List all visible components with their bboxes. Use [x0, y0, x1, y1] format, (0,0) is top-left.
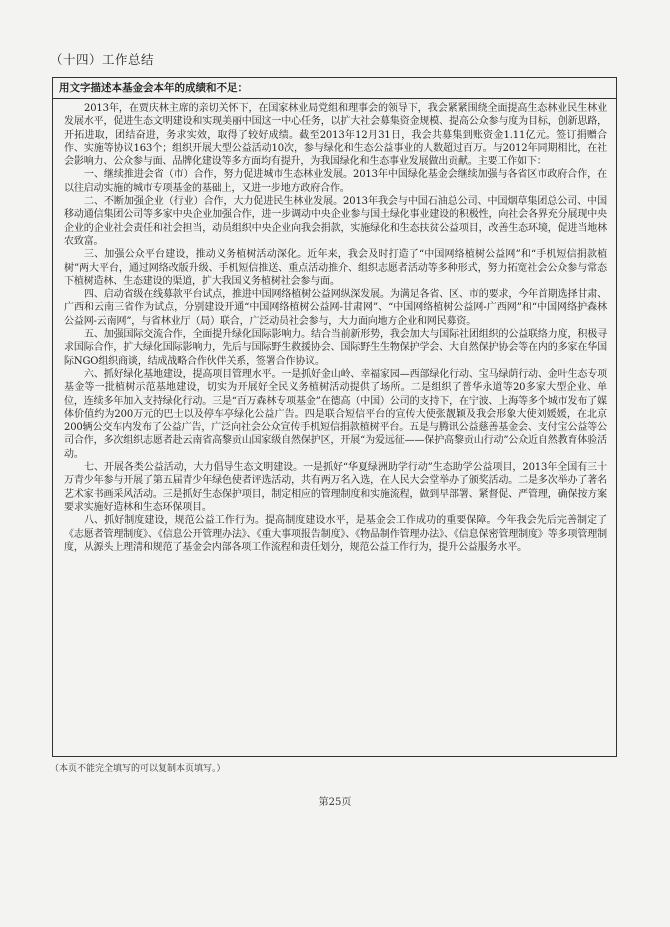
box-header: 用文字描述本基金会本年的成绩和不足： [53, 78, 616, 99]
summary-paragraph-6: 六、抓好绿化基地建设，提高项目管理水平。一是抓好金山岭、幸福家园—西部绿化行动、宝马绿荫行动、金叶生态专项基金等一批植树示范基地建设，切实为开展好全民义务植树活动提供了场所。二是组织了普华永道等20多家大型企业、单位，连续多年加入支持绿化行动。三是“百万森林专项基金”在德高（中国）公司的支持下，在宁波、上海等多个城市发布了媒体价值约为200万元的巴士以及停车亭绿化公益广告。四是联合短信平台的宣传大使张靓颖及我会形象大使刘媛媛，在北京200辆公交车内发布了公益广告，广泛向社会公众宣传手机短信捐款植树平台。五是与腾讯公益慈善基金会、支付宝公益等公司合作，多次组织志愿者赴云南省高黎贡山国家级自然保护区，开展“为爱远征——保护高黎贡山行动”公众近自然教育体验活动。 [64, 368, 607, 460]
summary-paragraph-8: 八、抓好制度建设，规范公益工作行为。提高制度建设水平，是基金会工作成功的重要保障。今年我会先后完善制定了《志愿者管理制度》、《信息公开管理办法》、《重大事项报告制度》、《物品制作管理办法》、《信息保密管理制度》等多项管理制度，从源头上理清和规范了基金会内部各项工作流程和责任划分，规范公益工作行为，提升公益服务水平。 [64, 515, 607, 553]
footnote: （本页不能完全填写的可以复制本页填写。） [50, 764, 226, 774]
summary-body [53, 99, 616, 752]
summary-paragraph-5: 五、加强国际交流合作，全面提升绿化国际影响力。结合当前新形势，我会加大与国际社团组织的公益联络力度，积极寻求国际合作，扩大绿化国际影响力，先后与国际野生救援协会、国际野生生物保护学会、大自然保护协会等在内的多家在华国际NGO组织商谈，结成战略合作伙伴关系，签署合作协议。 [64, 329, 607, 367]
summary-paragraph-intro: 2013年，在贾庆林主席的亲切关怀下，在国家林业局党组和理事会的领导下，我会紧紧围绕全面提高生态林业民生林业发展水平，促进生态文明建设和实现美丽中国这一中心任务，以扩大社会募集资金规模、提高公众参与度为目标，创新思路，开拓进取，团结奋进，务求实效，取得了较好成绩。截至2013年12月31日，我会共募集到账资金1.11亿元。签订捐赠合作、实施等协议163个；组织开展大型公益活动10次，参与绿化和生态公益事业的人数超过百万。与2012年同期相比，在社会影响力、公众参与面、品牌化建设等多方面均有提升，为我国绿化和生态事业发展做出贡献。主要工作如下： [64, 103, 607, 168]
work-summary-box [52, 77, 617, 757]
section-title: （十四）工作总结 [50, 52, 155, 67]
summary-paragraph-3: 三、加强公众平台建设，推动义务植树活动深化。近年来，我会及时打造了“中国网络植树公益网”和“手机短信捐款植树”两大平台，通过网络改版升级、手机短信推送、重点活动推介、组织志愿者活动等多种形式，努力拓宽社会公众参与常态下植树造林、生态建设的渠道，扩大我国义务植树社会参与面。 [64, 249, 607, 287]
summary-paragraph-7: 七、开展各类公益活动，大力倡导生态文明建设。一是抓好“华夏绿洲助学行动”生态助学公益项目，2013年全国有三十万青少年参与开展了第五届青少年绿色使者评选活动，共有两万名入选，在人民大会堂举办了颁奖活动。二是多次举办了著名艺术家书画采风活动。三是抓好生态保护项目，制定相应的管理制度和实施流程，做到早部署、紧督促、严管理，确保按方案要求实施好造林和生态环保项目。 [64, 462, 607, 513]
page-number: 第25页 [318, 797, 352, 808]
summary-paragraph-1: 一、继续推进会省（市）合作，努力促进城市生态林业发展。2013年中国绿化基金会继续加强与各省区市政府合作，在以往启动实施的城市专项基金的基础上，又进一步地方政府合作。 [64, 169, 607, 194]
summary-paragraph-2: 二、不断加强企业（行业）合作，大力促进民生林业发展。2013年我会与中国石油总公司、中国烟草集团总公司、中国移动通信集团公司等多家中央企业加强合作，进一步调动中央企业参与国土绿化事业建设的积极性，向社会各界充分展现中央企业的企业社会责任和社会担当，动员组织中央企业向我会捐款，实施绿化和生态扶贫公益项目，改善生态环境，促进当地林农致富。 [64, 196, 607, 247]
summary-paragraph-4: 四、启动省级在线募款平台试点，推进中国网络植树公益网纵深发展。为满足各省、区、市的要求，今年首期选择甘肃、广西和云南三省作为试点，分别建设开通“中国网络植树公益网-甘肃网”、“中国网络植树公益网-广西网”和“中国网络护森林公益网-云南网”，与省林业厅（局）联合，广泛动员社会参与，大力面向地方企业和网民募资。 [64, 289, 607, 327]
